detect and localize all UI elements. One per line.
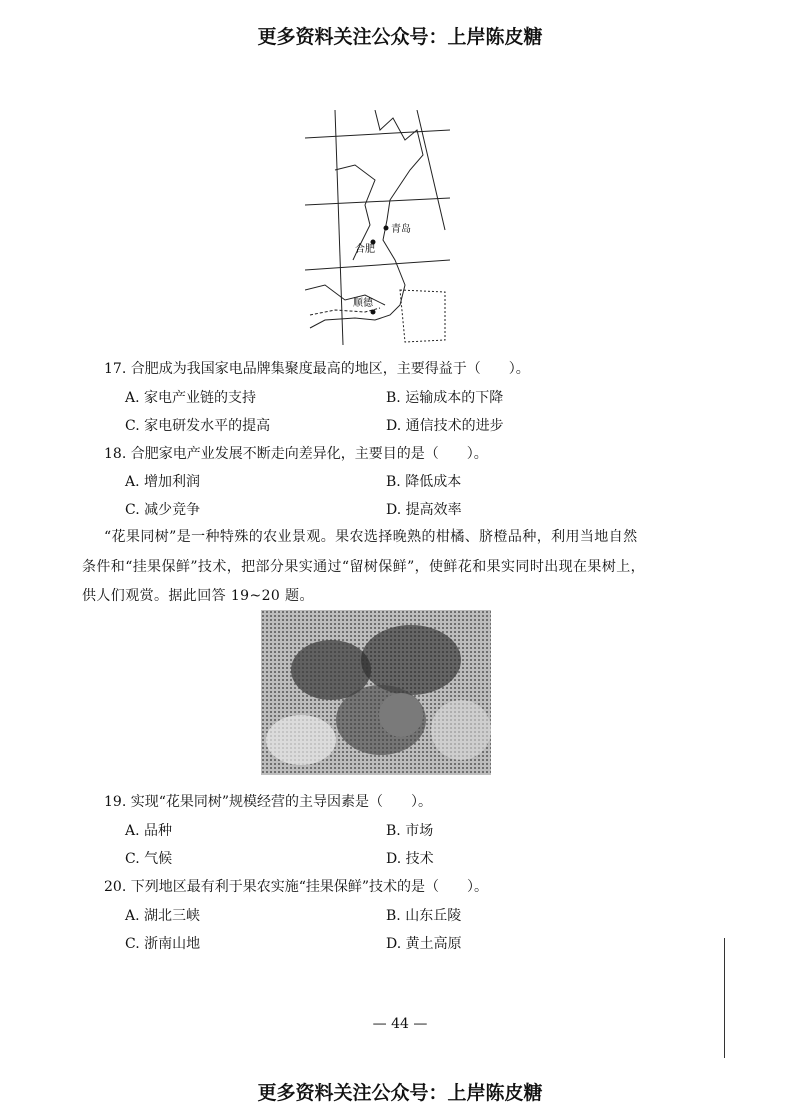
flower-fruit-photo — [261, 610, 491, 775]
province-border — [305, 285, 385, 305]
graticule-line — [305, 198, 450, 205]
passage-line-3: 供人们观赏。据此回答 19~20 题。 — [82, 588, 314, 604]
china-east-map — [305, 110, 450, 345]
q19-option-d: D. 技术 — [386, 851, 434, 867]
q18-option-d: D. 提高效率 — [386, 502, 462, 518]
q19-stem: 19. 实现“花果同树”规模经营的主导因素是（ ）。 — [104, 794, 433, 810]
q20-option-b: B. 山东丘陵 — [386, 908, 462, 924]
q20-option-c: C. 浙南山地 — [125, 936, 201, 952]
q17-option-b: B. 运输成本的下降 — [386, 390, 504, 406]
q17-option-d: D. 通信技术的进步 — [386, 418, 504, 434]
q19-option-b: B. 市场 — [386, 823, 434, 839]
q17-option-a: A. 家电产业链的支持 — [125, 390, 257, 406]
q19-option-c: C. 气候 — [125, 851, 173, 867]
map-label-hefei: 合肥 — [355, 244, 375, 255]
page-header-watermark: 更多资料关注公众号：上岸陈皮糖 — [257, 26, 543, 48]
q17-option-c: C. 家电研发水平的提高 — [125, 418, 271, 434]
q20-stem: 20. 下列地区最有利于果农实施“挂果保鲜”技术的是（ ）。 — [104, 879, 489, 895]
shunde-dot — [371, 310, 376, 315]
scan-edge-mark — [724, 938, 725, 1058]
q20-option-d: D. 黄土高原 — [386, 936, 462, 952]
dashed-border — [310, 308, 380, 315]
graticule-line — [305, 260, 450, 270]
q17-stem: 17. 合肥成为我国家电品牌集聚度最高的地区，主要得益于（ ）。 — [104, 361, 530, 377]
q18-stem: 18. 合肥家电产业发展不断走向差异化，主要目的是（ ）。 — [104, 446, 488, 462]
q18-option-b: B. 降低成本 — [386, 474, 462, 490]
qingdao-dot — [384, 226, 389, 231]
q18-option-c: C. 减少竞争 — [125, 502, 201, 518]
graticule-line — [305, 130, 450, 138]
inset-box — [400, 290, 445, 342]
passage-line-1: “花果同树”是一种特殊的农业景观。果农选择晚熟的柑橘、脐橙品种，利用当地自然 — [104, 529, 638, 545]
graticule-line — [417, 110, 445, 230]
map-label-qingdao: 青岛 — [391, 224, 411, 235]
q20-option-a: A. 湖北三峡 — [125, 908, 201, 924]
passage-line-2: 条件和“挂果保鲜”技术，把部分果实通过“留树保鲜”，使鲜花和果实同时出现在果树上， — [82, 559, 646, 575]
map-label-shunde: 顺德 — [353, 298, 373, 309]
q19-option-a: A. 品种 — [125, 823, 173, 839]
page-footer-watermark: 更多资料关注公众号：上岸陈皮糖 — [257, 1082, 543, 1104]
page-number: — 44 — — [372, 1016, 428, 1032]
q18-option-a: A. 增加利润 — [125, 474, 201, 490]
